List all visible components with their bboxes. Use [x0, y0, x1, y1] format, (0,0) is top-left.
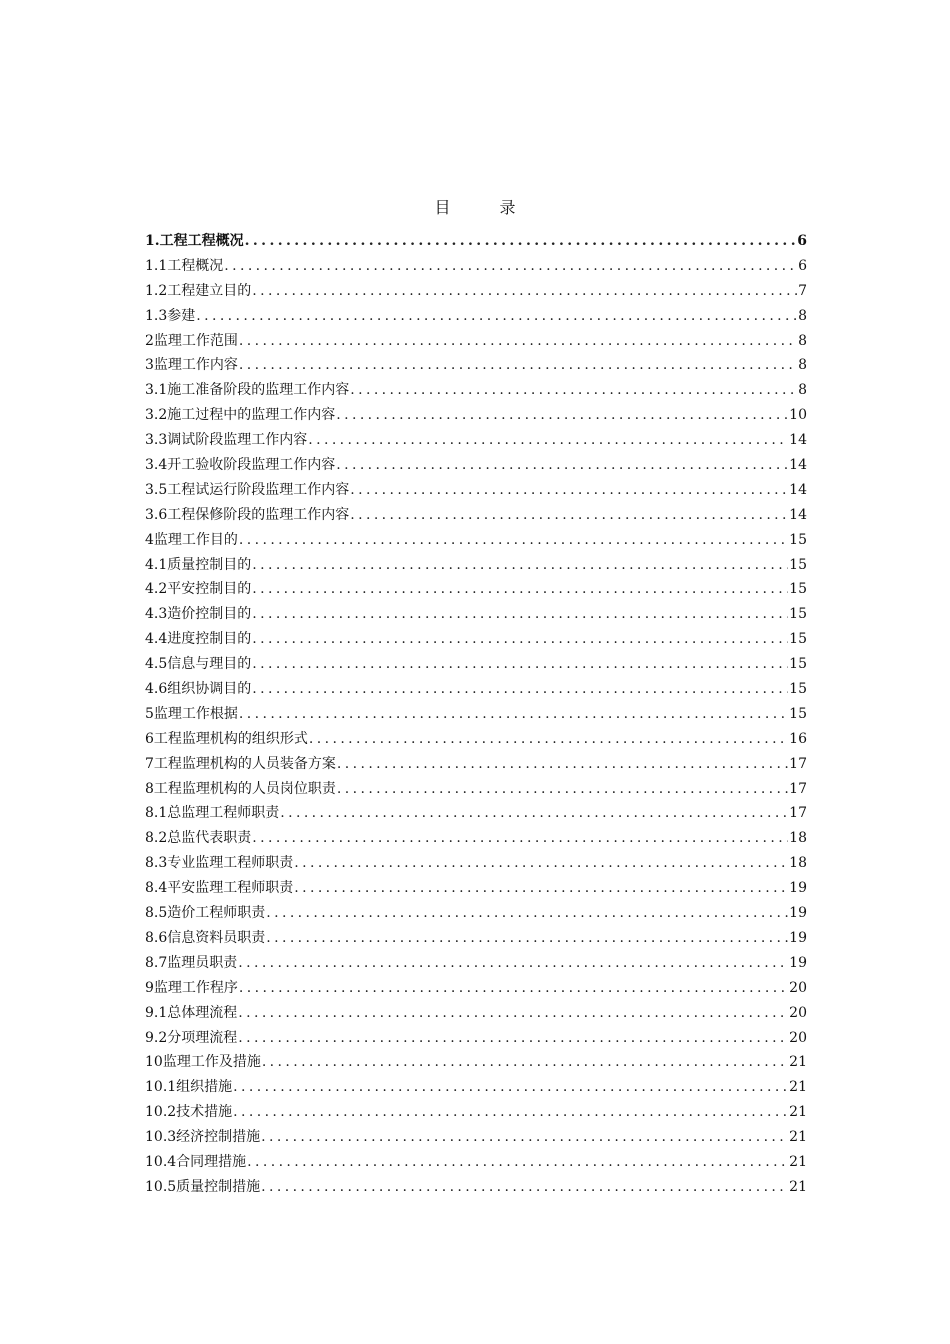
toc-leader-dots: [336, 403, 788, 428]
toc-entry[interactable]: [145, 254, 807, 279]
toc-entry[interactable]: [145, 602, 807, 627]
toc-leader-dots: [245, 229, 797, 254]
toc-entry-page-number: 21: [789, 1153, 807, 1170]
toc-leader-dots: [252, 627, 788, 652]
toc-leader-dots: [224, 254, 797, 279]
toc-entry[interactable]: [145, 453, 807, 478]
toc-entry-page-number: 14: [789, 432, 807, 449]
toc-entry-label: 10.3经济控制措施: [145, 1129, 261, 1146]
toc-leader-dots: [261, 1175, 788, 1200]
toc-entry-page-number: 15: [789, 631, 807, 648]
toc-entry[interactable]: [145, 577, 807, 602]
toc-leader-dots: [239, 702, 788, 727]
toc-leader-dots: [238, 951, 788, 976]
toc-entry-page-number: 15: [789, 681, 807, 698]
toc-entry-label: 10监理工作及措施: [145, 1054, 261, 1071]
toc-entry[interactable]: [145, 727, 807, 752]
toc-entry[interactable]: [145, 1100, 807, 1125]
toc-entry[interactable]: [145, 1175, 807, 1200]
toc-entry-label: 3.4开工验收阶段监理工作内容: [145, 457, 336, 474]
toc-entry-page-number: 20: [789, 1029, 807, 1046]
toc-entry-page-number: 18: [789, 830, 807, 847]
toc-entry-page-number: 15: [789, 531, 807, 548]
toc-entry-label: 4.6组织协调目的: [145, 681, 252, 698]
toc-entry-page-number: 19: [789, 880, 807, 897]
toc-leader-dots: [196, 304, 797, 329]
toc-entry[interactable]: [145, 503, 807, 528]
toc-entry-page-number: 18: [789, 855, 807, 872]
toc-leader-dots: [266, 926, 788, 951]
toc-leader-dots: [266, 901, 788, 926]
toc-entry-page-number: 17: [789, 805, 807, 822]
toc-leader-dots: [294, 876, 788, 901]
toc-entry-page-number: 15: [789, 556, 807, 573]
toc-entry[interactable]: [145, 1125, 807, 1150]
toc-leader-dots: [247, 1150, 788, 1175]
toc-entry-label: 10.4合同理措施: [145, 1153, 247, 1170]
toc-leader-dots: [233, 1100, 788, 1125]
toc-entry-label: 1.1工程概况: [145, 257, 224, 274]
toc-entry[interactable]: [145, 1150, 807, 1175]
toc-leader-dots: [239, 353, 797, 378]
toc-entry[interactable]: [145, 777, 807, 802]
toc-entry[interactable]: [145, 304, 807, 329]
toc-leader-dots: [239, 976, 788, 1001]
toc-entry-label: 8.7监理员职责: [145, 954, 238, 971]
toc-entry[interactable]: [145, 428, 807, 453]
toc-leader-dots: [252, 577, 788, 602]
toc-entry-page-number: 15: [789, 581, 807, 598]
toc-leader-dots: [337, 777, 788, 802]
toc-entry[interactable]: [145, 652, 807, 677]
toc-entry-label: 8.2总监代表职责: [145, 830, 252, 847]
toc-entry-label: 3.5工程试运行阶段监理工作内容: [145, 481, 350, 498]
toc-leader-dots: [337, 752, 788, 777]
toc-leader-dots: [262, 1050, 788, 1075]
toc-entry[interactable]: [145, 229, 807, 254]
toc-entry[interactable]: [145, 403, 807, 428]
toc-leader-dots: [252, 553, 788, 578]
toc-entry[interactable]: [145, 851, 807, 876]
toc-entry[interactable]: [145, 1075, 807, 1100]
toc-entry-page-number: 6: [798, 257, 807, 274]
toc-entry[interactable]: [145, 702, 807, 727]
toc-entry[interactable]: [145, 752, 807, 777]
toc-entry-label: 1.3参建: [145, 307, 196, 324]
toc-entry-label: 8工程监理机构的人员岗位职责: [145, 780, 336, 797]
toc-list: [145, 229, 807, 1200]
toc-entry-page-number: 21: [789, 1079, 807, 1096]
toc-entry[interactable]: [145, 976, 807, 1001]
toc-entry-label: 8.4平安监理工程师职责: [145, 880, 294, 897]
toc-leader-dots: [252, 602, 788, 627]
toc-entry-label: 1.2工程建立目的: [145, 282, 252, 299]
toc-entry-label: 9.1总体理流程: [145, 1004, 238, 1021]
toc-entry-label: 4.2平安控制目的: [145, 581, 252, 598]
toc-entry[interactable]: [145, 627, 807, 652]
toc-leader-dots: [252, 279, 797, 304]
toc-leader-dots: [261, 1125, 788, 1150]
toc-entry-page-number: 19: [789, 954, 807, 971]
toc-entry-page-number: 15: [789, 606, 807, 623]
toc-entry-page-number: 15: [789, 656, 807, 673]
toc-entry-page-number: 7: [798, 282, 807, 299]
toc-entry-label: 3.1施工准备阶段的监理工作内容: [145, 382, 350, 399]
toc-entry-page-number: 6: [797, 233, 807, 249]
toc-entry[interactable]: [145, 1050, 807, 1075]
toc-entry-page-number: 14: [789, 481, 807, 498]
toc-entry-label: 4.5信息与理目的: [145, 656, 252, 673]
toc-entry-page-number: 19: [789, 905, 807, 922]
toc-leader-dots: [308, 428, 788, 453]
toc-leader-dots: [294, 851, 788, 876]
toc-entry-page-number: 21: [789, 1178, 807, 1195]
toc-leader-dots: [238, 1001, 788, 1026]
toc-entry-page-number: 16: [789, 730, 807, 747]
toc-entry[interactable]: [145, 801, 807, 826]
toc-entry-label: 7工程监理机构的人员装备方案: [145, 755, 336, 772]
toc-entry-page-number: 15: [789, 705, 807, 722]
toc-entry-label: 3.6工程保修阶段的监理工作内容: [145, 506, 350, 523]
toc-entry[interactable]: [145, 901, 807, 926]
toc-entry-label: 3.3调试阶段监理工作内容: [145, 432, 308, 449]
toc-entry-label: 9监理工作程序: [145, 979, 238, 996]
toc-entry-label: 4.1质量控制目的: [145, 556, 252, 573]
toc-entry-label: 2监理工作范围: [145, 332, 238, 349]
toc-entry[interactable]: [145, 478, 807, 503]
toc-entry-page-number: 21: [789, 1054, 807, 1071]
toc-entry-label: 10.5质量控制措施: [145, 1178, 261, 1195]
toc-leader-dots: [239, 329, 797, 354]
toc-entry-label: 8.6信息资料员职责: [145, 929, 266, 946]
toc-leader-dots: [350, 478, 788, 503]
toc-entry-label: 4.3造价控制目的: [145, 606, 252, 623]
toc-leader-dots: [309, 727, 788, 752]
toc-entry-page-number: 8: [798, 332, 807, 349]
toc-entry[interactable]: [145, 1026, 807, 1051]
toc-entry[interactable]: [145, 378, 807, 403]
toc-entry[interactable]: [145, 329, 807, 354]
toc-entry[interactable]: [145, 553, 807, 578]
toc-leader-dots: [252, 826, 788, 851]
toc-leader-dots: [350, 503, 788, 528]
toc-leader-dots: [252, 652, 788, 677]
toc-entry-page-number: 8: [798, 307, 807, 324]
toc-entry-label: 8.5造价工程师职责: [145, 905, 266, 922]
toc-entry-label: 9.2分项理流程: [145, 1029, 238, 1046]
toc-leader-dots: [336, 453, 788, 478]
toc-entry-page-number: 10: [789, 407, 807, 424]
toc-leader-dots: [238, 1026, 788, 1051]
toc-entry[interactable]: [145, 826, 807, 851]
toc-entry-label: 4监理工作目的: [145, 531, 238, 548]
toc-entry-page-number: 8: [798, 382, 807, 399]
toc-entry[interactable]: [145, 279, 807, 304]
toc-entry-label: 5监理工作根据: [145, 705, 238, 722]
toc-leader-dots: [280, 801, 788, 826]
toc-entry[interactable]: [145, 876, 807, 901]
toc-entry-label: 10.1组织措施: [145, 1079, 233, 1096]
toc-entry-page-number: 21: [789, 1104, 807, 1121]
toc-entry[interactable]: [145, 528, 807, 553]
toc-entry[interactable]: [145, 1001, 807, 1026]
toc-entry-label: 3.2施工过程中的监理工作内容: [145, 407, 336, 424]
toc-entry-page-number: 20: [789, 979, 807, 996]
toc-entry-page-number: 20: [789, 1004, 807, 1021]
toc-title: 目 录: [434, 198, 538, 217]
toc-entry-page-number: 8: [798, 357, 807, 374]
toc-entry-page-number: 17: [789, 780, 807, 797]
toc-entry-page-number: 19: [789, 929, 807, 946]
toc-entry-label: 6工程监理机构的组织形式: [145, 730, 308, 747]
toc-entry-label: 4.4进度控制目的: [145, 631, 252, 648]
toc-entry-label: 10.2技术措施: [145, 1104, 233, 1121]
toc-entry[interactable]: [145, 926, 807, 951]
toc-leader-dots: [233, 1075, 788, 1100]
toc-entry-label: 1.工程工程概况: [145, 233, 244, 249]
toc-entry-label: 3监理工作内容: [145, 357, 238, 374]
toc-entry-label: 8.3专业监理工程师职责: [145, 855, 294, 872]
toc-entry[interactable]: [145, 677, 807, 702]
toc-leader-dots: [239, 528, 788, 553]
toc-entry-label: 8.1总监理工程师职责: [145, 805, 280, 822]
toc-leader-dots: [350, 378, 797, 403]
toc-entry[interactable]: [145, 951, 807, 976]
toc-entry-page-number: 17: [789, 755, 807, 772]
toc-entry-page-number: 14: [789, 506, 807, 523]
toc-leader-dots: [252, 677, 788, 702]
toc-entry-page-number: 14: [789, 457, 807, 474]
toc-entry[interactable]: [145, 353, 807, 378]
toc-entry-page-number: 21: [789, 1129, 807, 1146]
